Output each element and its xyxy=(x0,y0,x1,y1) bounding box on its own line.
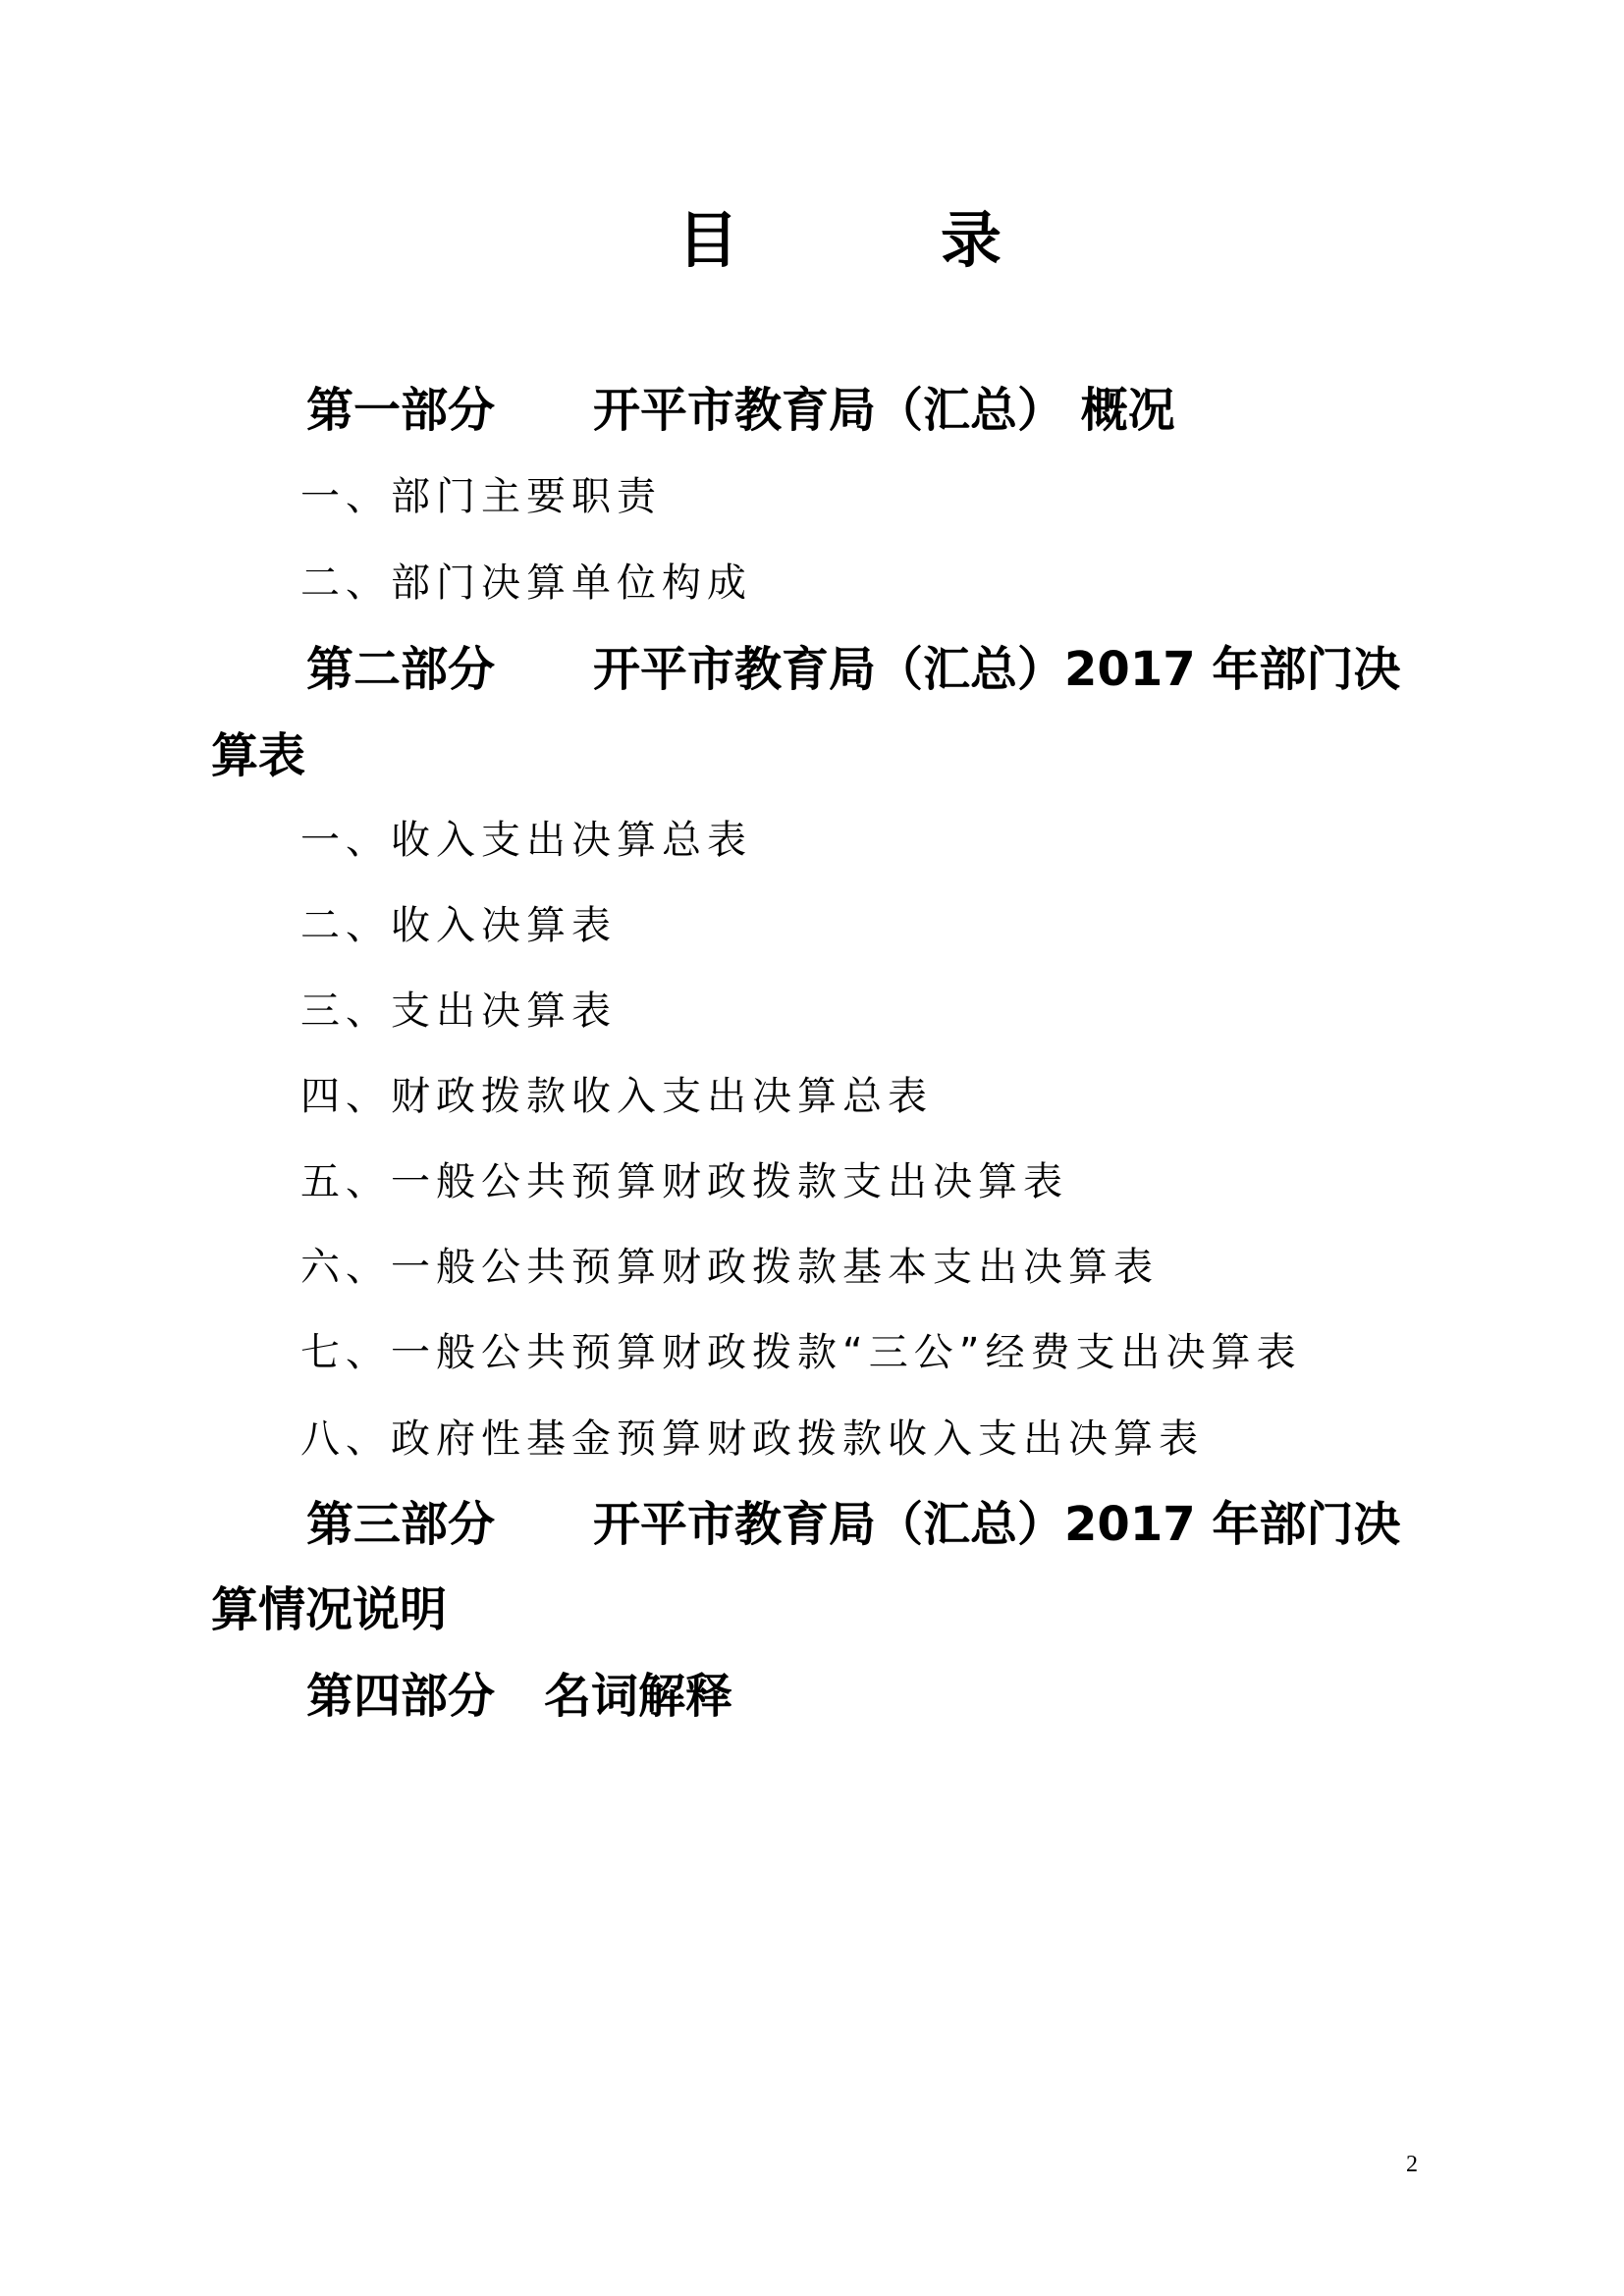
toc-part-1-item-2: 二、部门决算单位构成 xyxy=(300,561,752,606)
toc-part-4 xyxy=(306,1667,732,1726)
toc-part-2 xyxy=(306,640,1400,699)
toc-part-2-item-5: 五、一般公共预算财政拨款支出决算表 xyxy=(300,1159,1068,1204)
toc-part-2-item-2: 二、收入决算表 xyxy=(300,903,617,948)
toc-part-2-item-3: 三、支出决算表 xyxy=(300,988,617,1034)
toc-part-2-title: 开平市教育局（汇总）2017 年部门决 xyxy=(593,642,1401,697)
toc-part-2-item-7: 七、一般公共预算财政拨款“三公”经费支出决算表 xyxy=(300,1330,1302,1375)
toc-part-4-label: 第四部分 xyxy=(306,1669,496,1724)
toc-part-2-title-continuation: 算表 xyxy=(211,728,306,783)
toc-part-2-item-4: 四、财政拨款收入支出决算总表 xyxy=(300,1074,933,1119)
toc-part-2-item-1: 一、收入支出决算总表 xyxy=(300,818,752,863)
toc-part-3-title-continuation: 算情况说明 xyxy=(211,1582,448,1637)
toc-title-char-2: 录 xyxy=(941,204,1002,276)
toc-part-1-item-1: 一、部门主要职责 xyxy=(300,474,662,519)
toc-part-3 xyxy=(306,1495,1400,1554)
toc-part-1-title: 开平市教育局（汇总） 概况 xyxy=(593,383,1175,438)
toc-part-3-label: 第三部分 xyxy=(306,1497,496,1552)
toc-part-1-label: 第一部分 xyxy=(306,383,496,438)
toc-title xyxy=(0,201,1624,280)
page-number: 2 xyxy=(1406,2152,1418,2177)
toc-part-2-label: 第二部分 xyxy=(306,642,496,697)
toc-part-4-title: 名词解释 xyxy=(544,1669,733,1724)
toc-part-2-item-6: 六、一般公共预算财政拨款基本支出决算表 xyxy=(300,1245,1159,1290)
toc-title-char-1: 目 xyxy=(677,204,739,276)
toc-part-3-title: 开平市教育局（汇总）2017 年部门决 xyxy=(593,1497,1401,1552)
toc-part-1 xyxy=(306,381,1175,440)
toc-part-2-item-8: 八、政府性基金预算财政拨款收入支出决算表 xyxy=(300,1416,1204,1462)
